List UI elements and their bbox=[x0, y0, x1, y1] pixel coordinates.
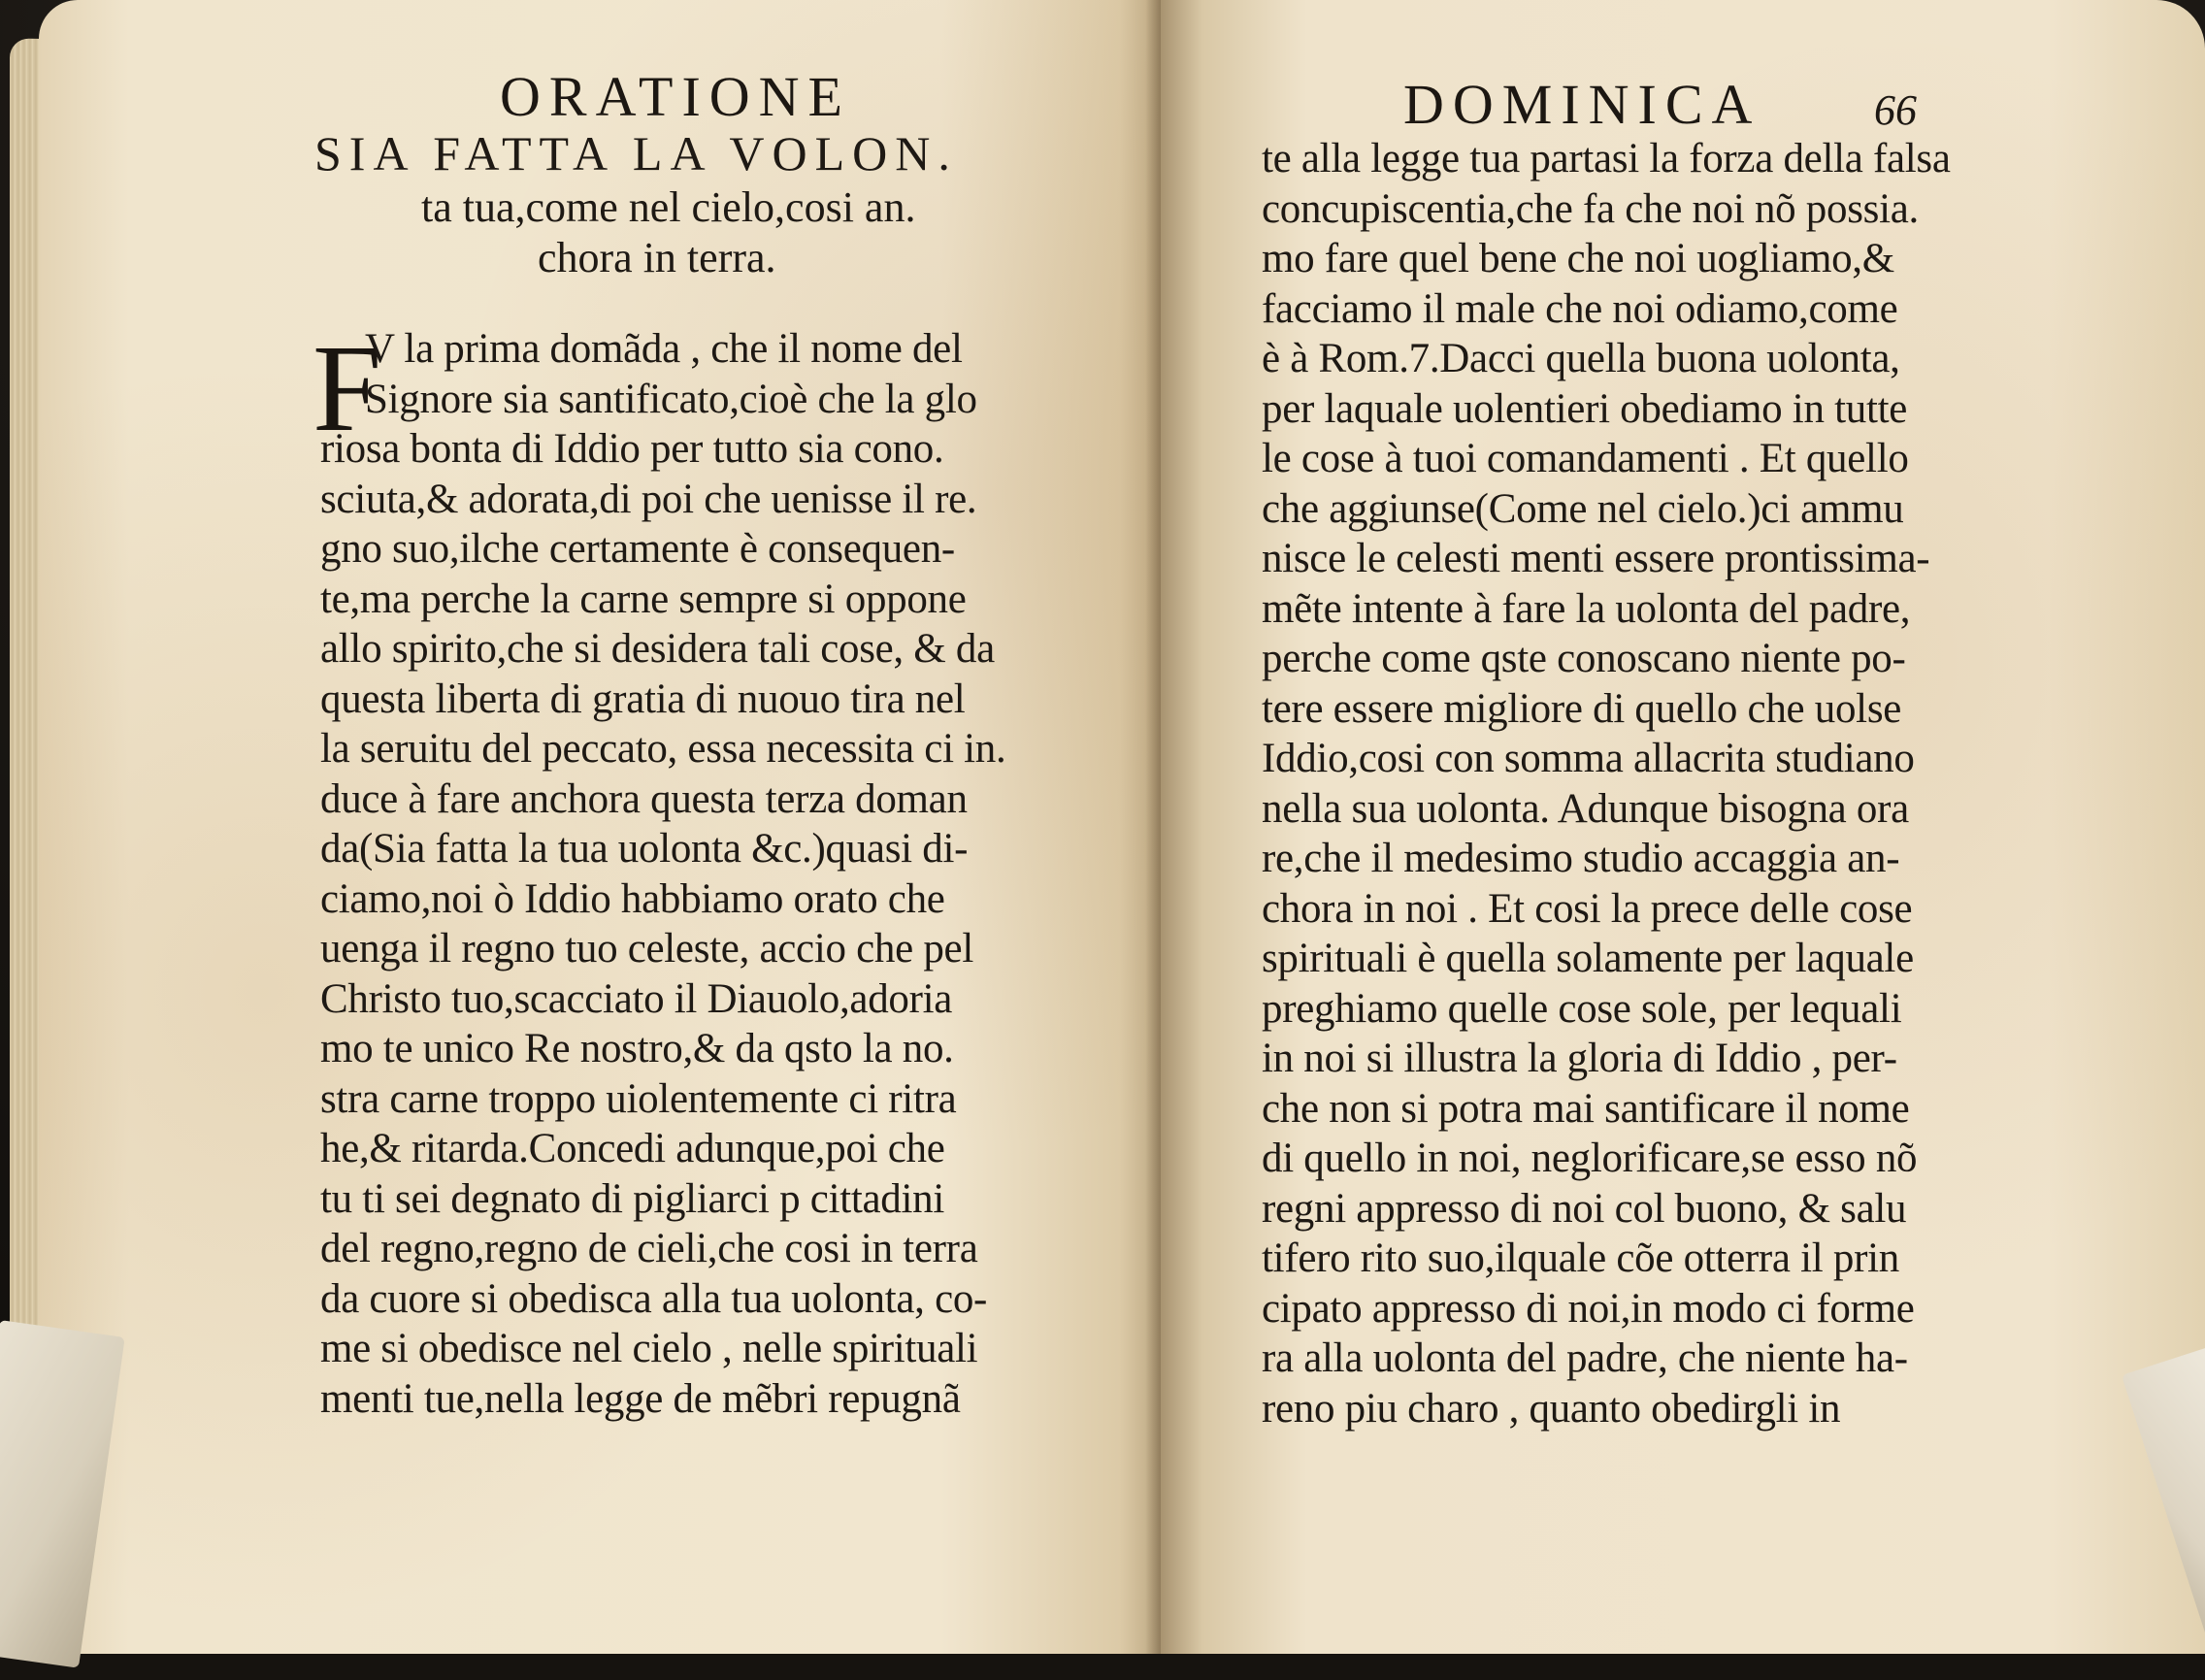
right-page bbox=[1161, 0, 2205, 1654]
text-line: è à Rom.7.Dacci quella buona uolonta, bbox=[1262, 336, 1900, 381]
text-line: mo fare quel bene che noi uogliamo,& bbox=[1262, 236, 1894, 281]
text-line: Signore sia santificato,cioè che la glo bbox=[365, 376, 977, 422]
text-line: riosa bonta di Iddio per tutto sia cono. bbox=[320, 426, 944, 472]
text-line: sciuta,& adorata,di poi che uenisse il re. bbox=[320, 476, 977, 522]
text-line: uenga il regno tuo celeste, accio che pel bbox=[320, 926, 973, 972]
text-line: tu ti sei degnato di pigliarci p cittadini bbox=[320, 1175, 945, 1222]
text-line: gno suo,ilche certamente è consequen- bbox=[320, 526, 955, 572]
section-title-block bbox=[314, 124, 958, 283]
text-line: del regno,regno de cieli,che cosi in terra bbox=[320, 1226, 978, 1271]
section-title: SIA FATTA LA VOLON. bbox=[314, 126, 958, 181]
text-line: la seruitu del peccato, essa necessita ci in. bbox=[320, 726, 1006, 772]
left-page bbox=[39, 0, 1165, 1654]
text-line: re,che il medesimo studio accaggia an- bbox=[1262, 836, 1900, 881]
title-line: chora in terra. bbox=[538, 234, 776, 281]
text-line: tifero rito suo,ilquale cõe otterra il prin bbox=[1262, 1235, 1899, 1281]
title-line: ta tua,come nel cielo,cosi an. bbox=[421, 183, 916, 231]
text-line: nella sua uolonta. Adunque bisogna ora bbox=[1262, 785, 1909, 832]
text-line: da cuore si obedisca alla tua uolonta, co- bbox=[320, 1275, 988, 1322]
text-line: Christo tuo,scacciato il Diauolo,adoria bbox=[320, 975, 953, 1022]
text-line: nisce le celesti menti essere prontissima- bbox=[1262, 536, 1930, 581]
text-line: concupiscentia,che fa che noi nõ possia. bbox=[1262, 185, 1919, 232]
text-line: preghiamo quelle cose sole, per lequali bbox=[1262, 985, 1902, 1032]
drop-initial: F bbox=[313, 319, 382, 457]
text-line: che non si potra mai santificare il nome bbox=[1262, 1085, 1910, 1132]
text-line: da(Sia fatta la tua uolonta &c.)quasi di- bbox=[320, 826, 969, 872]
text-line: reno piu charo , quanto obedirgli in bbox=[1262, 1385, 1841, 1432]
text-line: le cose à tuoi comandamenti . Et quello bbox=[1262, 436, 1909, 481]
text-line: facciamo il male che noi odiamo,come bbox=[1262, 285, 1898, 332]
text-line: allo spirito,che si desidera tali cose, & da bbox=[320, 626, 995, 672]
text-line: V la prima domãda , che il nome del bbox=[365, 326, 963, 372]
text-line: in noi si illustra la gloria di Iddio , per- bbox=[1262, 1036, 1897, 1081]
text-line: mo te unico Re nostro,& da qsto la no. bbox=[320, 1026, 954, 1071]
text-line: cipato appresso di noi,in modo ci forme bbox=[1262, 1285, 1915, 1332]
text-line: spirituali è quella solamente per laquale bbox=[1262, 936, 1914, 981]
text-line: chora in noi . Et cosi la prece delle cose bbox=[1262, 885, 1913, 932]
text-line: perche come qste conoscano niente po- bbox=[1262, 636, 1906, 681]
text-line: menti tue,nella legge de mẽbri repugnã bbox=[320, 1375, 961, 1422]
text-line: per laquale uolentieri obediamo in tutte bbox=[1262, 385, 1908, 432]
text-line: Iddio,cosi con somma allacrita studiano bbox=[1262, 736, 1915, 781]
text-line: he,& ritarda.Concedi adunque,poi che bbox=[320, 1126, 945, 1171]
text-line: mẽte intente à fare la uolonta del padre, bbox=[1262, 585, 1911, 632]
text-line: di quello in noi, neglorificare,se esso nõ bbox=[1262, 1136, 1918, 1181]
text-line: ciamo,noi ò Iddio habbiamo orato che bbox=[320, 875, 945, 922]
text-line: regni appresso di noi col buono, & salu bbox=[1262, 1185, 1907, 1232]
text-line: che aggiunse(Come nel cielo.)ci ammu bbox=[1262, 485, 1904, 532]
text-line: stra carne troppo uiolentemente ci ritra bbox=[320, 1075, 957, 1122]
text-line: te alla legge tua partasi la forza della falsa bbox=[1262, 136, 1951, 181]
text-line: duce à fare anchora questa terza doman bbox=[320, 775, 968, 822]
text-line: questa liberta di gratia di nuouo tira nel bbox=[320, 675, 966, 722]
text-line: tere essere migliore di quello che uolse bbox=[1262, 685, 1902, 732]
text-line: te,ma perche la carne sempre si oppone bbox=[320, 576, 967, 622]
left-text-block bbox=[320, 324, 1005, 1424]
right-text-block bbox=[1262, 134, 1951, 1433]
running-head-left: ORATIONE bbox=[500, 65, 851, 128]
running-head-right: DOMINICA bbox=[1403, 73, 1761, 136]
text-line: me si obedisce nel cielo , nelle spirituali bbox=[320, 1326, 978, 1371]
folio-number: 66 bbox=[1874, 86, 1917, 134]
text-line: ra alla uolonta del padre, che niente ha- bbox=[1262, 1335, 1908, 1381]
